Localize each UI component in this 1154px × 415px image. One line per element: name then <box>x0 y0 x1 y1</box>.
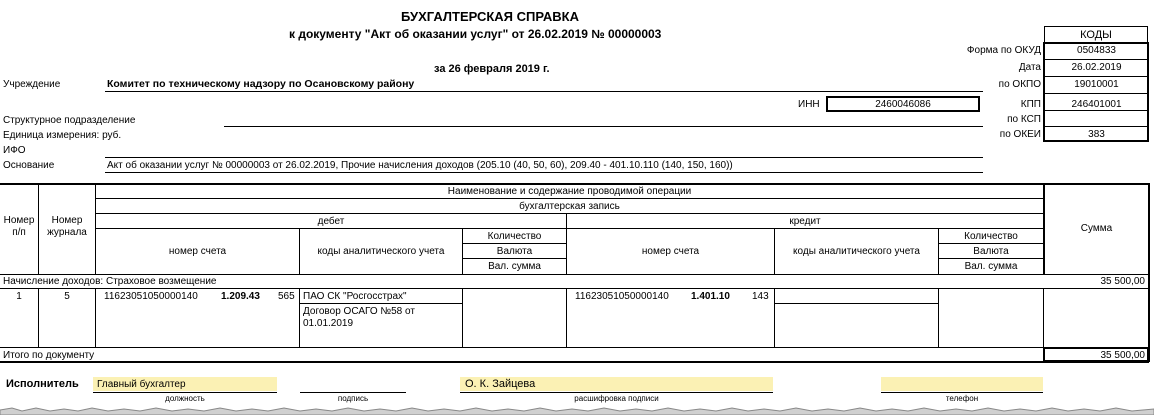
codes-label-okpo: по ОКПО <box>998 79 1041 90</box>
codes-value-okei: 383 <box>1088 129 1105 140</box>
row-num: 1 <box>16 291 22 302</box>
col-header-debit-analytic: коды аналитического учета <box>317 245 445 257</box>
basis-value: Акт об оказании услуг № 00000003 от 26.02.2019, Прочие начисления доходов (205.10 (40, 50, 60), 209.40 - 401.10.110 (140, 150, 160)) <box>107 160 733 171</box>
position-value: Главный бухгалтер <box>97 379 186 390</box>
col-header-sum: Сумма <box>1080 222 1113 234</box>
group-label: Начисление доходов: Страховое возмещение <box>3 276 217 287</box>
phone-field[interactable] <box>881 377 1043 391</box>
col-header-entry: бухгалтерская запись <box>519 200 620 212</box>
phone-caption: телефон <box>945 394 979 403</box>
name-caption: расшифровка подписи <box>574 394 659 403</box>
row-credit-account: 11623051050000140 <box>575 291 669 302</box>
codes-title: КОДЫ <box>1044 26 1148 42</box>
document-title: БУХГАЛТЕРСКАЯ СПРАВКА <box>401 9 579 24</box>
codes-label-date: Дата <box>1018 62 1041 73</box>
codes-label-okei: по ОКЕИ <box>999 129 1041 140</box>
name-value: О. К. Зайцева <box>465 378 536 390</box>
col-header-debit: дебет <box>317 215 345 227</box>
row-journal: 5 <box>64 291 70 302</box>
codes-value-okud: 0504833 <box>1077 45 1116 56</box>
col-header-debit-currency: Валюта <box>496 245 533 257</box>
row-credit-kosgu: 143 <box>752 291 769 302</box>
document-date-line: за 26 февраля 2019 г. <box>434 63 550 75</box>
torn-edge <box>0 403 1154 415</box>
institution-label: Учреждение <box>3 79 61 90</box>
signature-caption: подпись <box>337 394 369 403</box>
codes-value-date: 26.02.2019 <box>1071 62 1122 73</box>
row-debit-kosgu: 565 <box>278 291 295 302</box>
col-header-credit-account: номер счета <box>641 245 700 257</box>
codes-label-ksp: по КСП <box>1007 114 1041 125</box>
basis-label: Основание <box>3 160 55 171</box>
col-header-credit-currency: Валюта <box>973 245 1009 257</box>
codes-box <box>1043 42 1149 142</box>
row-debit-code: 1.209.43 <box>221 291 260 302</box>
row-debit-analytic-1: ПАО СК "Росгосстрах" <box>303 291 407 302</box>
col-header-num: Номер п/п <box>3 215 35 238</box>
codes-value-kpp: 246401001 <box>1071 99 1122 110</box>
codes-label-okud: Форма по ОКУД <box>966 45 1041 56</box>
col-header-credit-qty: Количество <box>964 230 1018 242</box>
total-sum: 35 500,00 <box>1100 350 1145 361</box>
col-header-credit-analytic: коды аналитического учета <box>793 245 920 257</box>
unit-label: Единица измерения: руб. <box>3 130 122 141</box>
row-credit-code: 1.401.10 <box>691 291 730 302</box>
col-header-credit: кредит <box>789 215 821 227</box>
inn-value: 2460046086 <box>826 96 980 112</box>
position-caption: должность <box>165 394 205 403</box>
col-header-debit-qty: Количество <box>487 230 542 242</box>
col-header-debit-cursum: Вал. сумма <box>488 261 541 272</box>
col-header-debit-account: номер счета <box>168 245 227 257</box>
col-header-credit-cursum: Вал. сумма <box>964 261 1018 272</box>
col-header-operation: Наименование и содержание проводимой операции <box>447 185 692 197</box>
institution-value: Комитет по техническому надзору по Осановскому району <box>107 78 415 90</box>
total-label: Итого по документу <box>3 350 95 361</box>
document-subtitle: к документу "Акт об оказании услуг" от 26.02.2019 № 00000003 <box>289 27 662 41</box>
ifo-label: ИФО <box>3 145 26 156</box>
codes-value-okpo: 19010001 <box>1074 79 1119 90</box>
group-sum: 35 500,00 <box>1100 276 1145 287</box>
row-debit-account: 11623051050000140 <box>104 291 198 302</box>
codes-label-kpp: КПП <box>1020 99 1041 110</box>
inn-label: ИНН <box>798 99 820 110</box>
col-header-journal: Номер журнала <box>47 215 87 238</box>
row-debit-analytic-2: Договор ОСАГО №58 от 01.01.2019 <box>303 306 415 329</box>
executor-label: Исполнитель <box>6 378 79 390</box>
division-label: Структурное подразделение <box>3 115 136 126</box>
